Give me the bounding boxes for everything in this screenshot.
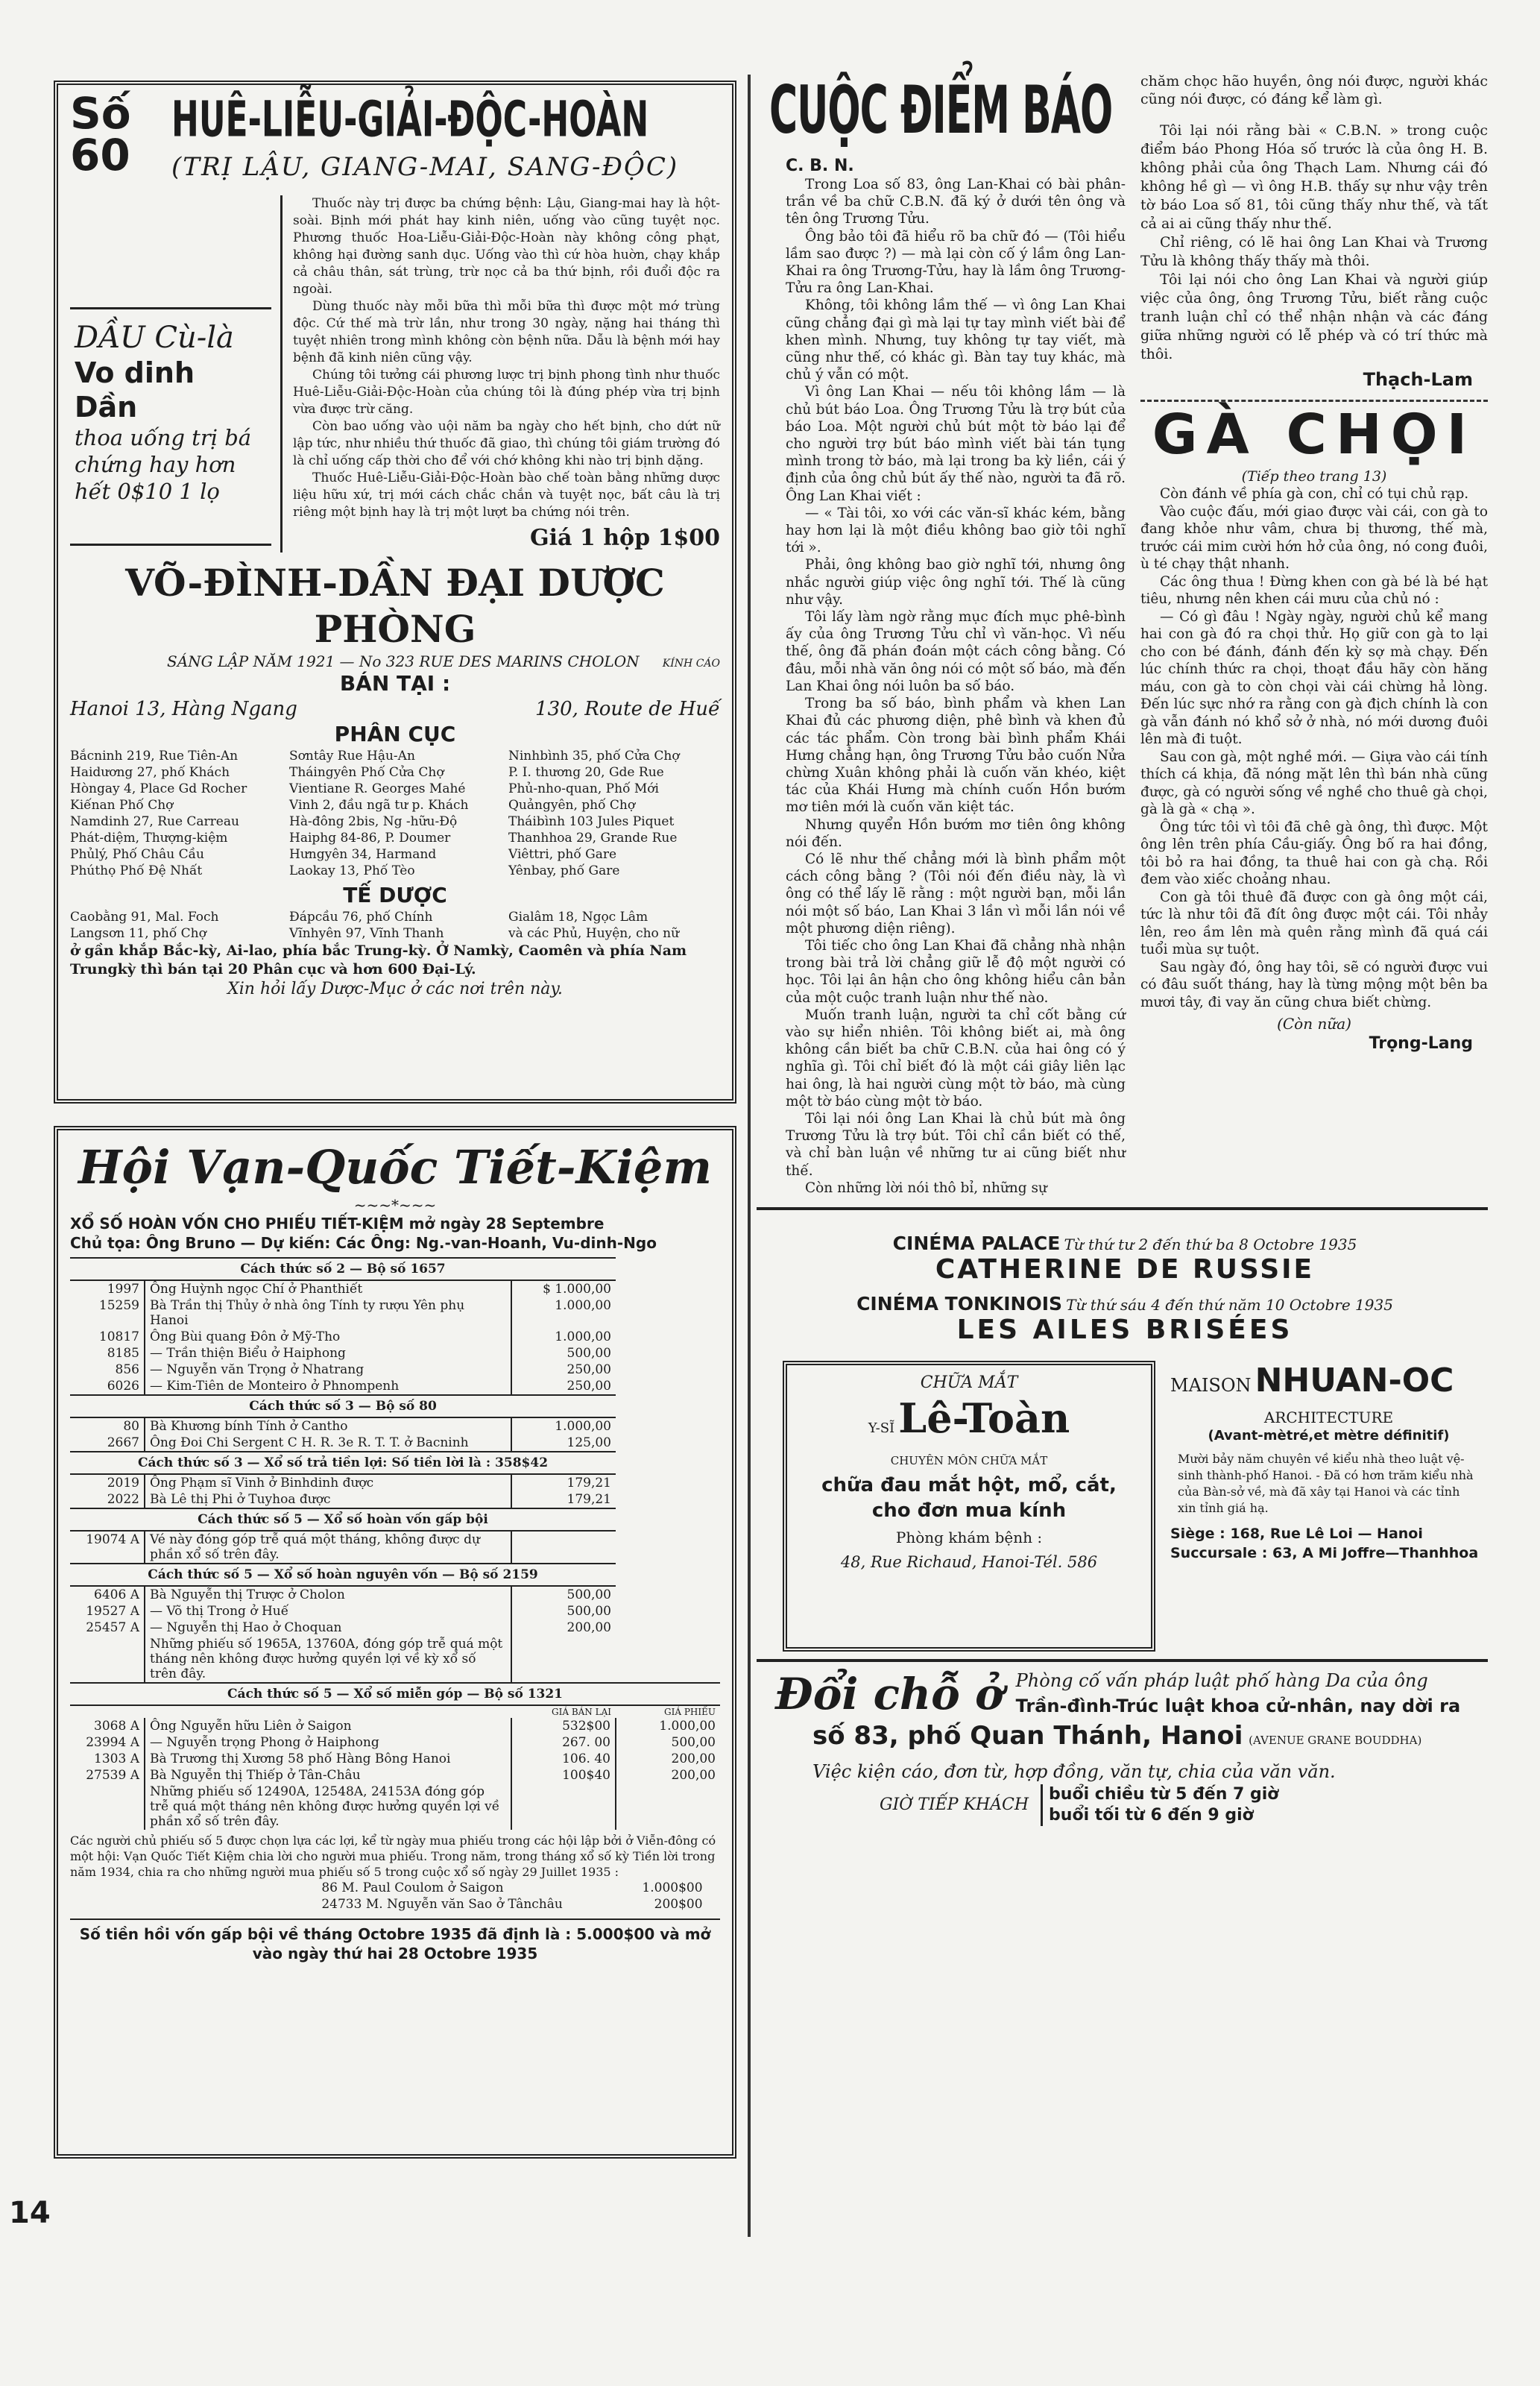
branch-item: Yênbay, phố Gare xyxy=(508,863,620,878)
ad-subtitle: (TRỊ LẬU, GIANG-MAI, SANG-ĐỘC) xyxy=(171,152,679,182)
column-header: GIÁ PHIẾU xyxy=(664,1707,716,1717)
branch-item: Kiếnan Phố Chợ xyxy=(70,798,174,813)
table-cell: 6406 A xyxy=(70,1586,145,1603)
section-title: Cách thức số 5 — Xổ số miễn góp — Bộ số 1321 xyxy=(70,1683,720,1705)
table-cell: — Nguyễn văn Trọng ở Nhatrang xyxy=(150,1362,365,1377)
ad-title: Đổi chỗ ở xyxy=(775,1668,1004,1719)
table-cell: Những phiếu số 1965A, 13760A, đóng góp trễ quá một tháng nên không được hưởng quyền lợi về kỳ xổ số trên đây. xyxy=(150,1637,503,1681)
table-row xyxy=(317,1880,707,1896)
table-cell xyxy=(511,1784,616,1830)
ad-line: Trần-đình-Trúc luật khoa cử-nhân, nay dời ra xyxy=(1015,1695,1461,1716)
table-row xyxy=(70,1636,720,1683)
column-header: GIÁ BÁN LẠI xyxy=(552,1707,611,1717)
agent-item-list xyxy=(70,909,720,942)
film-title: LES AILES BRISÉES xyxy=(956,1314,1293,1345)
lottery-table xyxy=(70,1257,720,1830)
section-title: Cách thức số 3 — Xổ số trả tiền lợi: Số tiền lời là : 358$42 xyxy=(70,1452,616,1474)
table-cell: 19527 A xyxy=(70,1603,145,1619)
table-row xyxy=(317,1896,707,1913)
continued-note: (Tiếp theo trang 13) xyxy=(1241,468,1387,485)
article-paragraph: Còn những lời nói thô bỉ, những sự xyxy=(805,1180,1047,1196)
table-cell: 1.000,00 xyxy=(511,1417,616,1435)
branch-item: Phủ-nho-quan, Phố Mới xyxy=(508,781,659,796)
article-byline: C. B. N. xyxy=(786,157,854,175)
table-row xyxy=(70,1619,720,1636)
column-divider xyxy=(748,75,751,2237)
branch-item: Laokay 13, Phố Tèo xyxy=(289,863,415,878)
story-paragraph-list xyxy=(1140,485,1488,1011)
article-paragraph: Không, tôi không lầm thế — vì ông Lan Khai cũng chẳng đại gì mà lại tự tay mình viết bài để khen mình. Nhưng, tuy không tự tay viết, mà cũng như thế, có khác gì. Bàn tay tuy khác, mà chủ ý vẫn có một. xyxy=(786,298,1126,383)
cinema-name: CINÉMA TONKINOIS xyxy=(856,1292,1063,1315)
article-paragraph-list xyxy=(1140,122,1488,364)
branch-item: Hòngay 4, Place Gd Rocher xyxy=(70,781,247,796)
address-left: Hanoi 13, Hàng Ngang xyxy=(70,698,297,720)
side-ad-line: Vo dinh Dần xyxy=(75,356,195,424)
story-signature: Trọng-Lang xyxy=(1369,1034,1473,1053)
branch-item: Phúthọ Phố Đệ Nhất xyxy=(70,863,203,878)
cinema-dates: Từ thứ tư 2 đến thứ ba 8 Octobre 1935 xyxy=(1064,1235,1357,1253)
ad-paragraph: Thuốc Huê-Liễu-Giải-Độc-Hoàn bào chế toàn bằng những dược liệu hữu xứ, trị mới cách chắc chắn và tuyệt nọc, bất câu là trị riêng một bịnh hay là trị một lượt ba chứng nói trên. xyxy=(293,470,720,520)
branch-item: Tháibình 103 Jules Piquet xyxy=(508,814,675,829)
cinema-listings xyxy=(762,1233,1488,1346)
branch-item: Haidương 27, phố Khách xyxy=(70,765,230,780)
table-cell: 200,00 xyxy=(511,1619,616,1636)
table-cell: Bà Trần thị Thủy ở nhà ông Tính ty rượu Yên phụ Hanoi xyxy=(150,1298,465,1328)
divider xyxy=(757,1207,1488,1210)
agent-item: Đápcầu 76, phố Chính xyxy=(289,910,433,925)
table-row xyxy=(70,1362,720,1378)
side-ad-line: thoa uống trị bá chứng hay hơn hết 0$10 1 lọ xyxy=(75,425,252,504)
story-paragraph: Ông tức tôi vì tôi đã chê gà ông, thì được. Một ông lên trên phía Cầu-giấy. Ông bố ra hai đồng, tôi bỏ ra hai đồng, ta thuê hai con gà chạ. Rồi đem vào xiếc choảng nhau. xyxy=(1140,819,1488,887)
siege-address: Siège : 168, Rue Lê Loi — Hanoi xyxy=(1170,1525,1423,1542)
table-row xyxy=(70,1784,720,1830)
table-cell xyxy=(70,1784,145,1830)
cinema-dates: Từ thứ sáu 4 đến thứ năm 10 Octobre 1935 xyxy=(1066,1295,1393,1314)
doctor-name: Lê-Toàn xyxy=(898,1394,1070,1442)
ad-footer-note: Xin hỏi lấy Dược-Mục ở các nơi trên này. xyxy=(227,980,563,998)
lottery-chair: Chủ tọa: Ông Bruno — Dự kiến: Các Ông: Ng.-van-Hoanh, Vu-dinh-Ngo xyxy=(70,1234,657,1252)
branch-item: Haiphg 84-86, P. Doumer xyxy=(289,831,451,846)
hours-line: buổi chiều từ 5 đến 7 giờ xyxy=(1049,1784,1279,1804)
table-cell: 80 xyxy=(70,1417,145,1435)
column-header-row xyxy=(70,1705,720,1718)
article-paragraph: Tôi lại nói cho ông Lan Khai và người giúp việc của ông, ông Trương Tửu, biết rằng cuộc tranh luận chỉ có thể nhận nhận và các đáng giữa những người có lễ phép và có trí thức mà thôi. xyxy=(1140,271,1488,362)
table-row xyxy=(70,1345,720,1362)
ad-price: Giá 1 hộp 1$00 xyxy=(530,525,720,551)
lottery-note: Các người chủ phiếu số 5 được chọn lựa các lợi, kể từ ngày mua phiếu trong các hội lập bởi ở Viễn-đông có một hội: Vạn Quốc Tiết Kiệm chia lời cho người mua phiếu. Trong năm, trong tháng xổ số kỳ Tiền lời trong năm 1934, chia ra cho những người mua phiếu số 5 trong cuộc xổ số ngày 29 Juillet 1935 : xyxy=(70,1833,716,1879)
article-paragraph-list xyxy=(786,176,1126,1197)
clinic-label: Phòng khám bệnh : xyxy=(895,1528,1043,1546)
table-row xyxy=(70,1474,720,1491)
article-paragraph: Muốn tranh luận, người ta chỉ cốt bằng cứ vào sự hiển nhiên. Tôi không biết ai, mà ông không cần biết ba chữ C.B.N. của hai ông có ý nghĩa gì. Tôi chỉ biết đó là một cái giây liên lạc hai ông, là hai người cùng một tờ báo, mà cùng một tờ báo cùng một tờ báo. xyxy=(786,1007,1126,1109)
service: chữa đau mắt hột, mổ, cắt, xyxy=(821,1473,1117,1496)
article-paragraph: Vì ông Lan Khai — nếu tôi không lầm — là chủ bút báo Loa. Ông Trương Tửu là trợ bút của báo Loa. Một người chủ bút một tờ báo lại để cho người trợ bút báo mình viết bài tán tụng mình trong tờ báo, mà lại trong ba kỳ liền, cái ý định của ông chủ bút ấy thế nào, người ta đã rõ. Ông Lan Khai viết : xyxy=(786,384,1126,504)
table-cell: 2019 xyxy=(70,1474,145,1491)
table-cell: 200,00 xyxy=(616,1751,720,1767)
table-row xyxy=(70,1491,720,1508)
section-header xyxy=(70,1508,720,1531)
agent-item: Caobằng 91, Mal. Foch xyxy=(70,910,219,925)
ad-prefix: Y-SĨ xyxy=(868,1420,895,1436)
table-cell: 1.000,00 xyxy=(511,1329,616,1345)
table-cell: Bà Trương thị Xương 58 phố Hàng Bông Hanoi xyxy=(150,1751,451,1766)
section-title: Cách thức số 2 — Bộ số 1657 xyxy=(70,1258,616,1280)
ad-maison: MAISON xyxy=(1170,1374,1252,1396)
story-paragraph: Còn đánh về phía gà con, chỉ có tụi chủ rạp. xyxy=(1160,486,1469,502)
table-row xyxy=(70,1603,720,1619)
table-row xyxy=(70,1297,720,1329)
ad-number: Số 60 xyxy=(70,88,131,180)
table-cell: Bà Lê thị Phi ở Tuyhoa được xyxy=(150,1492,331,1507)
table-cell: 179,21 xyxy=(511,1474,616,1491)
table-cell: 1.000$00 xyxy=(642,1880,703,1895)
ad-doi-cho xyxy=(762,1668,1488,1826)
table-cell: 200,00 xyxy=(616,1767,720,1784)
table-cell: 2022 xyxy=(70,1491,145,1508)
ad-nhuan-oc xyxy=(1170,1361,1487,1563)
section-header xyxy=(70,1683,720,1705)
table-cell: 532$00 xyxy=(511,1718,616,1734)
ad-name: NHUAN-OC xyxy=(1255,1361,1454,1400)
table-cell: Vé này đóng góp trễ quá một tháng, không được dự phần xổ số trên đây. xyxy=(150,1532,480,1562)
table-cell: 267. 00 xyxy=(511,1734,616,1751)
lottery-title: Hội Vạn-Quốc Tiết-Kiệm xyxy=(78,1140,712,1194)
branch-item: Ninhbình 35, phố Cửa Chợ xyxy=(508,749,680,764)
kinh-cao: KÍNH CÁO xyxy=(662,658,720,670)
succursale-address: Succursale : 63, A Mi Joffre—Thanhhoa xyxy=(1170,1544,1479,1561)
side-ad-cu-la xyxy=(70,307,271,546)
table-cell: 500,00 xyxy=(511,1603,616,1619)
branch-item: Vientiane R. Georges Mahé xyxy=(289,781,466,796)
ad-paragraph: Còn bao uống vào uội năm ba ngày cho hết bịnh, cho dứt nữ lập tức, như nhiều thứ thuốc đã giao, thì chúng tôi giám trường đó là chỉ uống cấp thời cho để với chớ không khi nào trị bịnh dặng. xyxy=(293,419,720,468)
table-cell xyxy=(70,1636,145,1683)
table-cell: Ông Huỳnh ngọc Chí ở Phanthiết xyxy=(150,1282,363,1297)
table-cell: Bà Nguyễn thị Trược ở Cholon xyxy=(150,1587,345,1602)
table-cell: 1303 A xyxy=(70,1751,145,1767)
branch-item-list xyxy=(70,748,720,879)
table-row xyxy=(70,1751,720,1767)
section-header xyxy=(70,1395,720,1417)
article-paragraph: Có lẽ như thế chẳng mới là bình phẩm một cách công bằng ? (Tôi nói đến điều này, là vì ông có thể lấy lẽ rằng : một người bạn, mỗi lần nói một số báo, Lan Khai 3 lần vì mỗi lần nói về một phương diện riêng). xyxy=(786,851,1126,937)
article-paragraph: Nhưng quyển Hồn bướm mơ tiên ông không nói đến. xyxy=(786,816,1126,850)
branch-item: P. I. thương 20, Gde Rue xyxy=(508,765,664,780)
table-row xyxy=(70,1531,720,1564)
right-column xyxy=(762,73,1488,1826)
table-cell: 250,00 xyxy=(511,1362,616,1378)
table-cell: 200$00 xyxy=(654,1897,703,1912)
table-cell: 2667 xyxy=(70,1435,145,1452)
table-row xyxy=(70,1734,720,1751)
film-title: CATHERINE DE RUSSIE xyxy=(935,1253,1315,1285)
side-ad-line: DẦU Cù-là xyxy=(75,321,234,355)
hours-label: GIỜ TIẾP KHÁCH xyxy=(880,1795,1029,1814)
ban-tai: BÁN TẠI : xyxy=(339,671,451,696)
article-paragraph: Chỉ riêng, có lẽ hai ông Lan Khai và Trương Tửu là không thấy thấy mà thôi. xyxy=(1140,234,1488,269)
table-cell: 25457 A xyxy=(70,1619,145,1636)
branch-item: Vinh 2, đầu ngã tư p. Khách xyxy=(289,798,469,813)
table-cell: Bà Khương bính Tính ở Cantho xyxy=(150,1419,348,1434)
branch-item: Phát-diệm, Thượng-kiệm xyxy=(70,831,228,846)
ornament-divider: ~~~*~~~ xyxy=(353,1196,437,1214)
table-row xyxy=(70,1435,720,1452)
branch-item: Sơntây Rue Hậu-An xyxy=(289,749,415,764)
table-row xyxy=(70,1280,720,1297)
table-cell: 500,00 xyxy=(616,1734,720,1751)
ad-line: Phòng cố vấn pháp luật phố hàng Da của ông xyxy=(1015,1669,1428,1691)
table-row xyxy=(70,1586,720,1603)
ad-footer: ở gần khắp Bắc-kỳ, Ai-lao, phía bắc Trung-kỳ. Ở Namkỳ, Caomên và phía Nam Trungkỳ thì bán tại 20 Phân cục và hơn 600 Đại-Lý. xyxy=(70,942,687,978)
branch-item: Viêttri, phố Gare xyxy=(508,847,617,862)
table-cell: — Nguyễn thị Hao ở Choquan xyxy=(150,1620,342,1635)
agent-item: và các Phủ, Huyện, cho nữ xyxy=(508,926,680,941)
divider xyxy=(757,1659,1488,1662)
table-cell: 19074 A xyxy=(70,1531,145,1564)
table-cell: Ông Đoi Chi Sergent C H. R. 3e R. T. T. ở Bacninh xyxy=(150,1435,469,1450)
specialty: CHUYÊN MÔN CHỮA MẮT xyxy=(890,1453,1048,1467)
ad-desc: Mười bảy năm chuyên về kiểu nhà theo luật vệ-sinh thành-phố Hanoi. - Đã có hơn trăm kiểu nhà của Bàn-sở về, mà đã xây tại Hanoi và các tỉnh xin tỉnh giá hạ. xyxy=(1178,1451,1474,1515)
agent-item: Langsơn 11, phố Chợ xyxy=(70,926,206,941)
clinic-address: 48, Rue Richaud, Hanoi-Tél. 586 xyxy=(840,1552,1098,1571)
story-paragraph: — Có gì đâu ! Ngày ngày, người chủ kể mang hai con gà đó ra chọi thử. Họ giữ con gà to lại cho con bé đánh, đánh đến kỳ sợ mà chạy. Đến lúc chính thức ra chọi, thoạt đầu hãy còn hăng máu, con gà to còn chọi vài cái chừng hả lòng. Đến lúc sực nhớ ra rằng con gà địch chính là con gà vẫn đánh nó khổ sở ở nhà, nó mới dương đuôi lên mà đi tuột. xyxy=(1140,608,1488,747)
cinema-name: CINÉMA PALACE xyxy=(892,1232,1061,1254)
article-paragraph: Trong Loa số 83, ông Lan-Khai có bài phân-trần về ba chữ C.B.N. đã ký ở dưới tên ông và tên ông Trương Tửu. xyxy=(786,177,1126,227)
table-row xyxy=(70,1378,720,1395)
table-cell: $ 1.000,00 xyxy=(511,1280,616,1297)
con-nua: (Còn nữa) xyxy=(1277,1015,1351,1033)
article-signature: Thạch-Lam xyxy=(1363,369,1473,390)
left-column xyxy=(54,81,736,2159)
hours-line: buổi tối từ 6 đến 9 giờ xyxy=(1049,1805,1254,1825)
article-paragraph: Trong ba số báo, bình phẩm và khen Lan Khai đủ các phương diện, phê bình và khen đủ các tác phẩm. Còn trong bài bình phẩm Khái Hưng chẳng hạn, ông Trương Tửu bảo cuốn Nửa chừng Xuân không phải là cuốn văn khéo, kiệt tác của Khái Hưng mà chính cuốn Hồn bướm mơ tiên mới là cuốn văn kiệt tác. xyxy=(786,696,1126,816)
article-cuoc-diem-bao xyxy=(762,73,1488,1197)
table-row xyxy=(70,1718,720,1734)
story-paragraph: Các ông thua ! Đừng khen con gà bé là bé hạt tiêu, nhưng nên khen cái mưu của chủ nó : xyxy=(1140,573,1488,607)
te-duoc-title: TẾ DƯỢC xyxy=(343,883,447,907)
page-number: 14 xyxy=(9,2196,51,2230)
branch-item: Hà-đông 2bis, Ng -hữu-Độ xyxy=(289,814,458,829)
article-paragraph: — « Tài tôi, xo với các văn-sĩ khác kém, bằng hay hơn lại là một điều không bao giờ tôi nghĩ tới ». xyxy=(786,505,1126,556)
ad-line: Việc kiện cáo, đơn từ, hợp đồng, văn tự, chia của văn văn. xyxy=(812,1760,1336,1782)
table-row xyxy=(70,1329,720,1345)
table-cell xyxy=(511,1531,616,1564)
ad-paragraph-list xyxy=(293,195,720,521)
article-paragraph: Phải, ông không bao giờ nghĩ tới, nhưng ông nhắc người giúp việc ông nghĩ tới. Thế là cũng như vậy. xyxy=(786,557,1126,608)
branch-item: Tháingyên Phố Cửa Chợ xyxy=(289,765,444,780)
article-paragraph: Ông bảo tôi đã hiểu rõ ba chữ đó — (Tôi hiểu lầm sao được ?) — mà lại còn cố ý lầm ông Lan-Khai ra ông Trương-Tửu, hay là lầm ông Trương-Tửu ra ông Lan-Khai. xyxy=(786,228,1126,297)
branch-item: Hưngyên 34, Harmand xyxy=(289,847,437,862)
branch-item: Quảngyên, phố Chợ xyxy=(508,798,636,813)
table-cell: 1.000,00 xyxy=(511,1297,616,1329)
table-cell: Những phiếu số 12490A, 12548A, 24153A đóng góp trễ quá một tháng nên không được hưởng quyền lợi về phần xổ số trên đây. xyxy=(150,1784,500,1829)
phan-cuc-title: PHÂN CỤC xyxy=(334,722,456,746)
table-cell: 1.000,00 xyxy=(616,1718,720,1734)
story-paragraph: Con gà tôi thuê đã được con gà ông một cái, tức là như tôi đã đít ông được một cái. Tôi nhảy lên, reo ầm lên mà quên rằng mình đã quá cái tuổi mùa sự tuột. xyxy=(1140,889,1488,957)
table-cell: 24733 M. Nguyễn văn Sao ở Tânchâu xyxy=(321,1897,563,1912)
table-cell: — Võ thị Trong ở Huế xyxy=(150,1604,289,1619)
ad-address: số 83, phố Quan Thánh, Hanoi xyxy=(812,1720,1243,1751)
table-cell xyxy=(511,1636,616,1683)
table-cell: Ông Phạm sĩ Vinh ở Binhdinh được xyxy=(150,1476,374,1491)
article-paragraph: Tôi lấy làm ngờ rằng mục đích mục phê-bình ấy của ông Trương Tửu chỉ vì văn-học. Vì nếu thế, ông đã phán đoán một cách công bằng. Có đâu, mỗi nhà văn ông nói có một số báo, mà đến Lan Khai ông nói luôn ba số báo. xyxy=(786,609,1126,694)
branch-item: Bắcninh 219, Rue Tiên-An xyxy=(70,749,239,764)
table-cell: 106. 40 xyxy=(511,1751,616,1767)
ad-hue-lieu-giai-doc-hoan xyxy=(54,81,736,1104)
ad-paragraph: Chúng tôi tưởng cái phương lược trị bịnh phong tình như thuốc Huê-Liễu-Giải-Độc-Hoàn của chúng tôi là đúng phép vừa trị bịnh vừa được trừ căng. xyxy=(293,368,720,417)
table-cell: 500,00 xyxy=(511,1586,616,1603)
table-cell: 86 M. Paul Coulom ở Saigon xyxy=(321,1880,504,1895)
story-paragraph: Sau ngày đó, ông hay tôi, sẽ có người được vui có đâu suốt tháng, hay là từng mộng một bên ba mươi tây, đi vay ăn cũng chưa biết chừng. xyxy=(1140,959,1488,1010)
table-cell: Bà Nguyễn thị Thiếp ở Tân-Châu xyxy=(150,1768,361,1783)
table-cell: 3068 A xyxy=(70,1718,145,1734)
table-cell: Ông Bùi quang Đôn ở Mỹ-Tho xyxy=(150,1329,341,1344)
article-paragraph: Tôi tiếc cho ông Lan Khai đã chẳng nhà nhận trong bài trả lời chẳng giữ lễ độ một người có học. Tôi lại ân hận cho ông không hiểu cân bản của một cuộc tranh luận như thế nào. xyxy=(786,937,1126,1006)
lottery-note-table xyxy=(317,1880,707,1913)
section-title: Cách thức số 5 — Xổ số hoàn vốn gấp bội xyxy=(70,1508,616,1531)
section-header xyxy=(70,1452,720,1474)
agent-item: Vĩnhyên 97, Vĩnh Thanh xyxy=(289,926,444,941)
section-header xyxy=(70,1564,720,1586)
ad-paragraph: Dùng thuốc này mỗi bữa thì mỗi bữa thì được một mớ trùng độc. Cứ thế mà trừ lần, như trong 30 ngày, nặng hai tháng thì tuyệt nhiên trong mình không còn bệnh nữa. Dẫu là bệnh mới hay bệnh đã kinh niên cũng vậy. xyxy=(293,299,720,365)
lottery-footer: Số tiền hồi vốn gấp bội về tháng Octobre 1935 đã định là : 5.000$00 và mở vào ngày thứ hai 28 Octobre 1935 xyxy=(70,1918,720,1963)
table-cell: 15259 xyxy=(70,1297,145,1329)
ad-top: CHỮA MẮT xyxy=(920,1373,1018,1392)
table-cell: 6026 xyxy=(70,1378,145,1395)
pharmacy-name: VÕ-ĐÌNH-DẦN ĐẠI DƯỢC PHÒNG xyxy=(125,561,665,651)
table-cell: 100$40 xyxy=(511,1767,616,1784)
ad-le-toan xyxy=(783,1361,1155,1652)
table-row xyxy=(70,1417,720,1435)
agent-item: Gialâm 18, Ngọc Lâm xyxy=(508,910,648,925)
founded-line: SÁNG LẬP NĂM 1921 — No 323 RUE DES MARINS CHOLON xyxy=(167,652,640,670)
section-header xyxy=(70,1258,720,1280)
table-cell: 8185 xyxy=(70,1345,145,1362)
table-row xyxy=(70,1767,720,1784)
address-right: 130, Route de Huế xyxy=(535,698,720,720)
article-title: CUỘC ĐIỂM BÁO xyxy=(769,73,1113,149)
ga-choi-title: GÀ CHỌI xyxy=(1152,403,1477,467)
table-cell: 10817 xyxy=(70,1329,145,1345)
table-cell: 179,21 xyxy=(511,1491,616,1508)
table-cell: 1997 xyxy=(70,1280,145,1297)
lottery-line: XỔ SỐ HOÀN VỐN CHO PHIẾU TIẾT-KIỆM mở ngày 28 Septembre xyxy=(70,1215,605,1233)
table-cell: 125,00 xyxy=(511,1435,616,1452)
branch-item: Thanhhoa 29, Grande Rue xyxy=(508,831,678,846)
lottery-results xyxy=(54,1126,736,2159)
table-cell: 250,00 xyxy=(511,1378,616,1395)
ad-sub: ARCHITECTURE xyxy=(1263,1408,1394,1426)
section-title: Cách thức số 3 — Bộ số 80 xyxy=(70,1395,616,1417)
branch-item: Namdinh 27, Rue Carreau xyxy=(70,814,239,829)
ad-address-fr: (AVENUE GRANE BOUDDHA) xyxy=(1249,1733,1422,1747)
ad-sub2: (Avant-mètré,et mètre définitif) xyxy=(1208,1427,1450,1444)
table-cell: 500,00 xyxy=(511,1345,616,1362)
table-cell: 23994 A xyxy=(70,1734,145,1751)
table-cell xyxy=(616,1784,720,1830)
table-cell: Ông Nguyễn hữu Liên ở Saigon xyxy=(150,1719,352,1734)
table-cell: — Kim-Tiên de Monteiro ở Phnompenh xyxy=(150,1379,400,1394)
branch-item: Phủlý, Phố Châu Cầu xyxy=(70,847,204,862)
service: cho đơn mua kính xyxy=(871,1499,1067,1522)
ad-paragraph: Thuốc này trị được ba chứng bệnh: Lậu, Giang-mai hay là hột-soài. Bịnh mới phát hay kinh niên, uống vào cũng tuyệt nọc. Phương thuốc Hoa-Liễu-Giải-Độc-Hoàn này không công phạt, không hại đường sanh dục. Uống vào thì cứ hòa huờn, chạy khắp cả châu thân, sát trùng, trừ nọc cả ba thứ bịnh, rồi đuổi độc ra ngoài. xyxy=(293,196,720,297)
story-paragraph: Sau con gà, một nghề mới. — Giựa vào cái tính thích cá khịa, đã nóng mặt lên thì bán nhà cũng được, gà có người sống về nghề cho thuê gà chọi, gà là gà « chạ ». xyxy=(1140,749,1488,817)
article-intro: chăm chọc hão huyền, ông nói được, người khác cũng nói được, có đáng kể làm gì. xyxy=(1140,73,1488,107)
section-title: Cách thức số 5 — Xổ số hoàn nguyên vốn — Bộ số 2159 xyxy=(70,1564,616,1586)
article-paragraph: Tôi lại nói rằng bài « C.B.N. » trong cuộc điểm báo Phong Hóa số trước là của ông H. B. không phải của ông Thạch Lam. Nhưng cái đó không hề gì — vì ông H.B. thấy sự như vậy trên tờ báo Loa số 81, tôi cũng thấy như thế, và tất cả ai ai cũng thấy như thế. xyxy=(1140,122,1488,232)
story-paragraph: Vào cuộc đấu, mới giao được vài cái, con gà to đang khỏe như vâm, chưa bị thương, thế mà, trước cái mim cười hớn hở của ông, nó cong đuôi, ù té chạy thật nhanh. xyxy=(1140,503,1488,572)
table-cell: — Nguyễn trọng Phong ở Haiphong xyxy=(150,1735,379,1750)
table-cell: 856 xyxy=(70,1362,145,1378)
article-paragraph: Tôi lại nói ông Lan Khai là chủ bút mà ông Trương Tửu là trợ bút. Tôi chỉ cần biết có thế, và chỉ bàn luận về những tư ai cũng biết như thế. xyxy=(786,1110,1126,1179)
ad-title: HUÊ-LIỄU-GIẢI-ĐỘC-HOÀN xyxy=(171,91,649,148)
table-cell: — Trần thiện Biểu ở Haiphong xyxy=(150,1346,346,1361)
table-cell: 27539 A xyxy=(70,1767,145,1784)
